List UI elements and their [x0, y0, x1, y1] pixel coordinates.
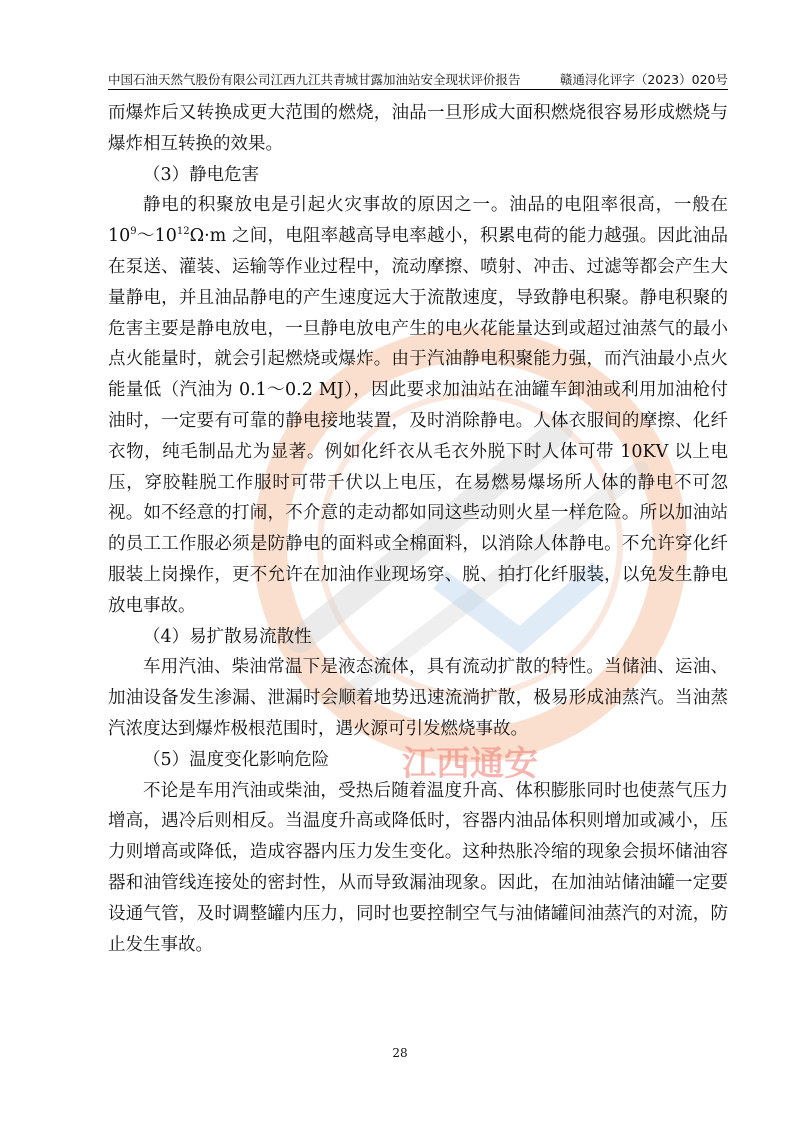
section-heading-temperature: （5）温度变化影响危险 — [143, 749, 330, 770]
paragraph-continuation: 而爆炸后又转换成更大范围的燃烧，油品一旦形成大面积燃烧很容易形成燃烧与爆炸相互转换的效果。 — [108, 103, 728, 154]
page-header — [108, 66, 728, 88]
header-rule — [108, 89, 728, 90]
header-report-number: 赣通浔化评字（2023）020号 — [559, 72, 728, 87]
paragraph-temperature: 不论是车用汽油或柴油，受热后随着温度升高、体积膨胀同时也使蒸气压力增高，遇冷后则相反。当温度升高或降低时，容器内油品体积则增加或减小，压力则增高或降低，造成容器内压力发生变化。这种热胀冷缩的现象会损坏储油容器和油管线连接处的密封性，从而导致漏油现象。因此，在加油站储油罐一定要设通气管，及时调整罐内压力，同时也要控制空气与油储罐间油蒸汽的对流，防止发生事故。 — [108, 780, 728, 955]
report-body — [108, 98, 728, 960]
page-number: 28 — [392, 1046, 408, 1060]
exponent-9: 9 — [130, 226, 137, 238]
paragraph-diffusion: 车用汽油、柴油常温下是液态流体，具有流动扩散的特性。当储油、运油、加油设备发生渗漏、泄漏时会顺着地势迅速流淌扩散，极易形成油蒸汽。当油蒸汽浓度达到爆炸极根范围时，遇火源可引发燃烧事故。 — [108, 657, 728, 739]
section-heading-static-electricity: （3）静电危害 — [143, 164, 260, 185]
header-left-title: 中国石油天然气股份有限公司江西九江共青城甘露加油站安全现状评价报告 — [108, 72, 521, 87]
section-heading-diffusion: （4）易扩散易流散性 — [143, 626, 312, 647]
exponent-12: 12 — [176, 226, 190, 238]
paragraph-static-electricity: 静电的积聚放电是引起火灾事故的原因之一。油品的电阻率很高，一般在 $10^9\sim 10^{12}\Omega\cdot m$ 之间，电阻率越高导电率越小，积累电荷的能力越强。因此油品在泵送、灌装、运输等作业过程中，流动摩擦、喷射、冲击、过滤等都会产生大量静电，并且油品静电的产生速度远大于流散速度，导致静电积聚。静电积聚的危害主要是静电放电，一旦静电放电产生的电火花能量达到或超过油蒸气的最小点火能量时，就会引起燃烧或爆炸。由于汽油静电积聚能力强，而汽油最小点火能量低（汽油为 0.1～0.2 MJ），因此要求加油站在油罐车卸油或利用加油枪付油时，一定要有可靠的静电接地装置，及时消除静电。人体衣服间的摩擦、化纤衣物，纯毛制品尤为显著。例如化纤衣从毛衣外脱下时人体可带 10KV 以上电压，穿胶鞋脱工作服时可带千伏以上电压，在易燃易爆场所人体的静电不可忽视。如不经意的打闹，不介意的走动都如同这些动则火星一样危险。所以加油站的员工工作服必须是防静电的面料或全棉面料，以消除人体静电。不允许穿化纤服装上岗操作，更不允许在加油作业现场穿、脱、拍打化纤服装，以免发生静电放电事故。 — [108, 195, 728, 616]
watermark-text: 江西通安 — [402, 744, 538, 784]
